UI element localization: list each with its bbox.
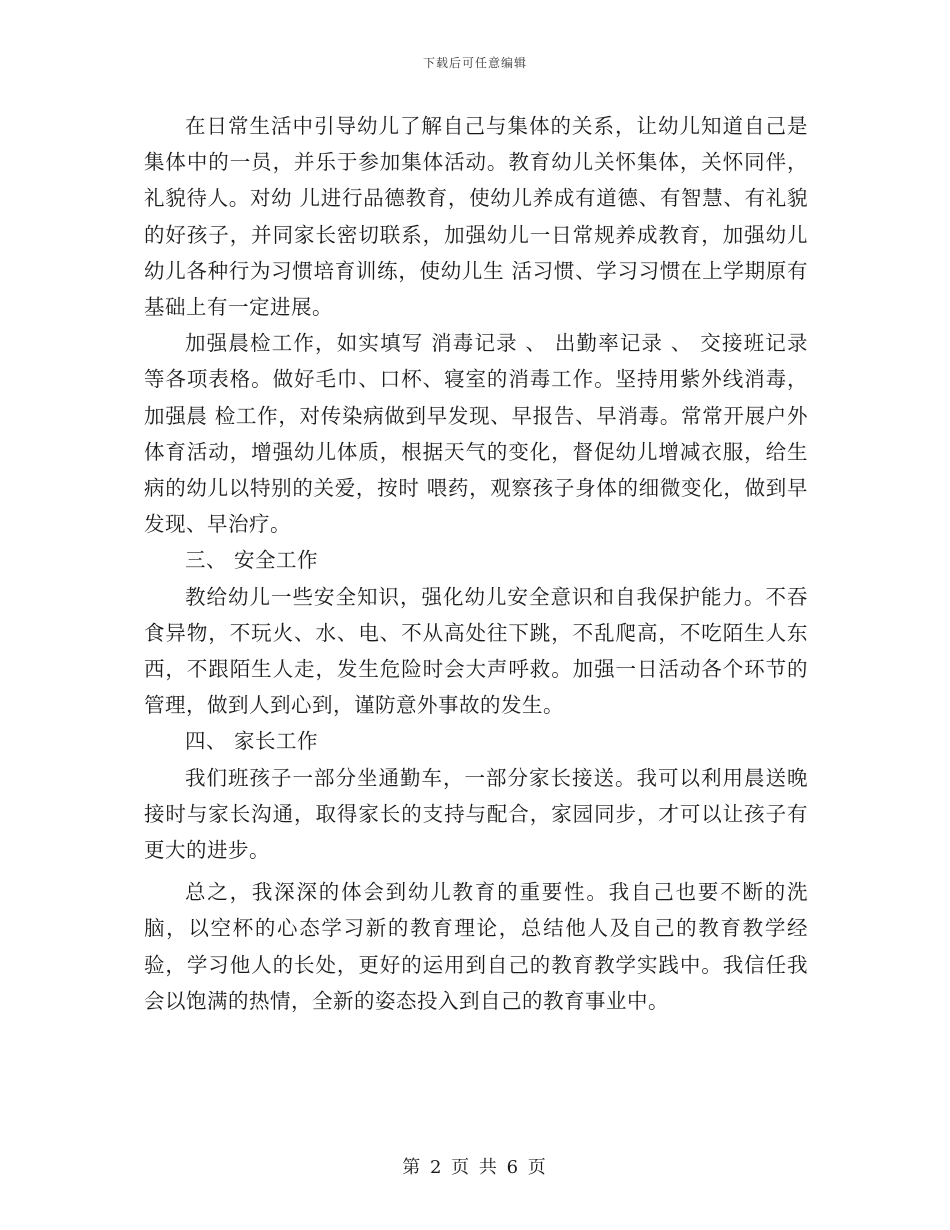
document-body: [144, 108, 808, 1019]
page-number-footer: 第 2 页 共 6 页: [402, 1157, 548, 1178]
paragraph-health-check: 加强晨检工作，如实填写 消毒记录 、 出勤率记录 、 交接班记录 等各项表格。做好毛巾、口杯、寝室的消毒工作。坚持用紫外线消毒，加强晨 检工作，对传染病做到早发现、早报告、早消毒。常常开展户外体育活动，增强幼儿体质，根据天气的变化，督促幼儿增减衣服，给生病的幼儿以特别的关爱，按时 喂药，观察孩子身体的细微变化，做到早发现、早治疗。: [144, 331, 808, 537]
paragraph-parents: 我们班孩子一部分坐通勤车，一部分家长接送。我可以利用晨送晚接时与家长沟通，取得家长的支持与配合，家园同步，才可以让孩子有更大的进步。: [144, 765, 808, 863]
section-heading-parents: 四、 家长工作: [185, 729, 319, 754]
paragraph-daily-life: 在日常生活中引导幼儿了解自己与集体的关系，让幼儿知道自己是集体中的一员，并乐于参加集体活动。教育幼儿关怀集体，关怀同伴，礼貌待人。对幼 儿进行品德教育，使幼儿养成有道德、有智慧、有礼貌的好孩子，并同家长密切联系，加强幼儿一日常规养成教育，加强幼儿幼儿各种行为习惯培育训练，使幼儿生 活习惯、学习习惯在上学期原有基础上有一定进展。: [144, 114, 808, 320]
paragraph-conclusion: 总之，我深深的体会到幼儿教育的重要性。我自己也要不断的洗脑，以空杯的心态学习新的教育理论，总结他人及自己的教育教学经验，学习他人的长处，更好的运用到自己的教育教学实践中。我信任我会以饱满的热情，全新的姿态投入到自己的教育事业中。: [144, 880, 808, 1013]
paragraph-safety: 教给幼儿一些安全知识，强化幼儿安全意识和自我保护能力。不吞食异物，不玩火、水、电、不从高处往下跳，不乱爬高，不吃陌生人东西，不跟陌生人走，发生危险时会大声呼救。加强一日活动各个环节的管理，做到人到心到，谨防意外事故的发生。: [144, 584, 808, 718]
page-header: 下载后可任意编辑: [422, 56, 527, 70]
section-heading-safety: 三、 安全工作: [185, 548, 319, 573]
